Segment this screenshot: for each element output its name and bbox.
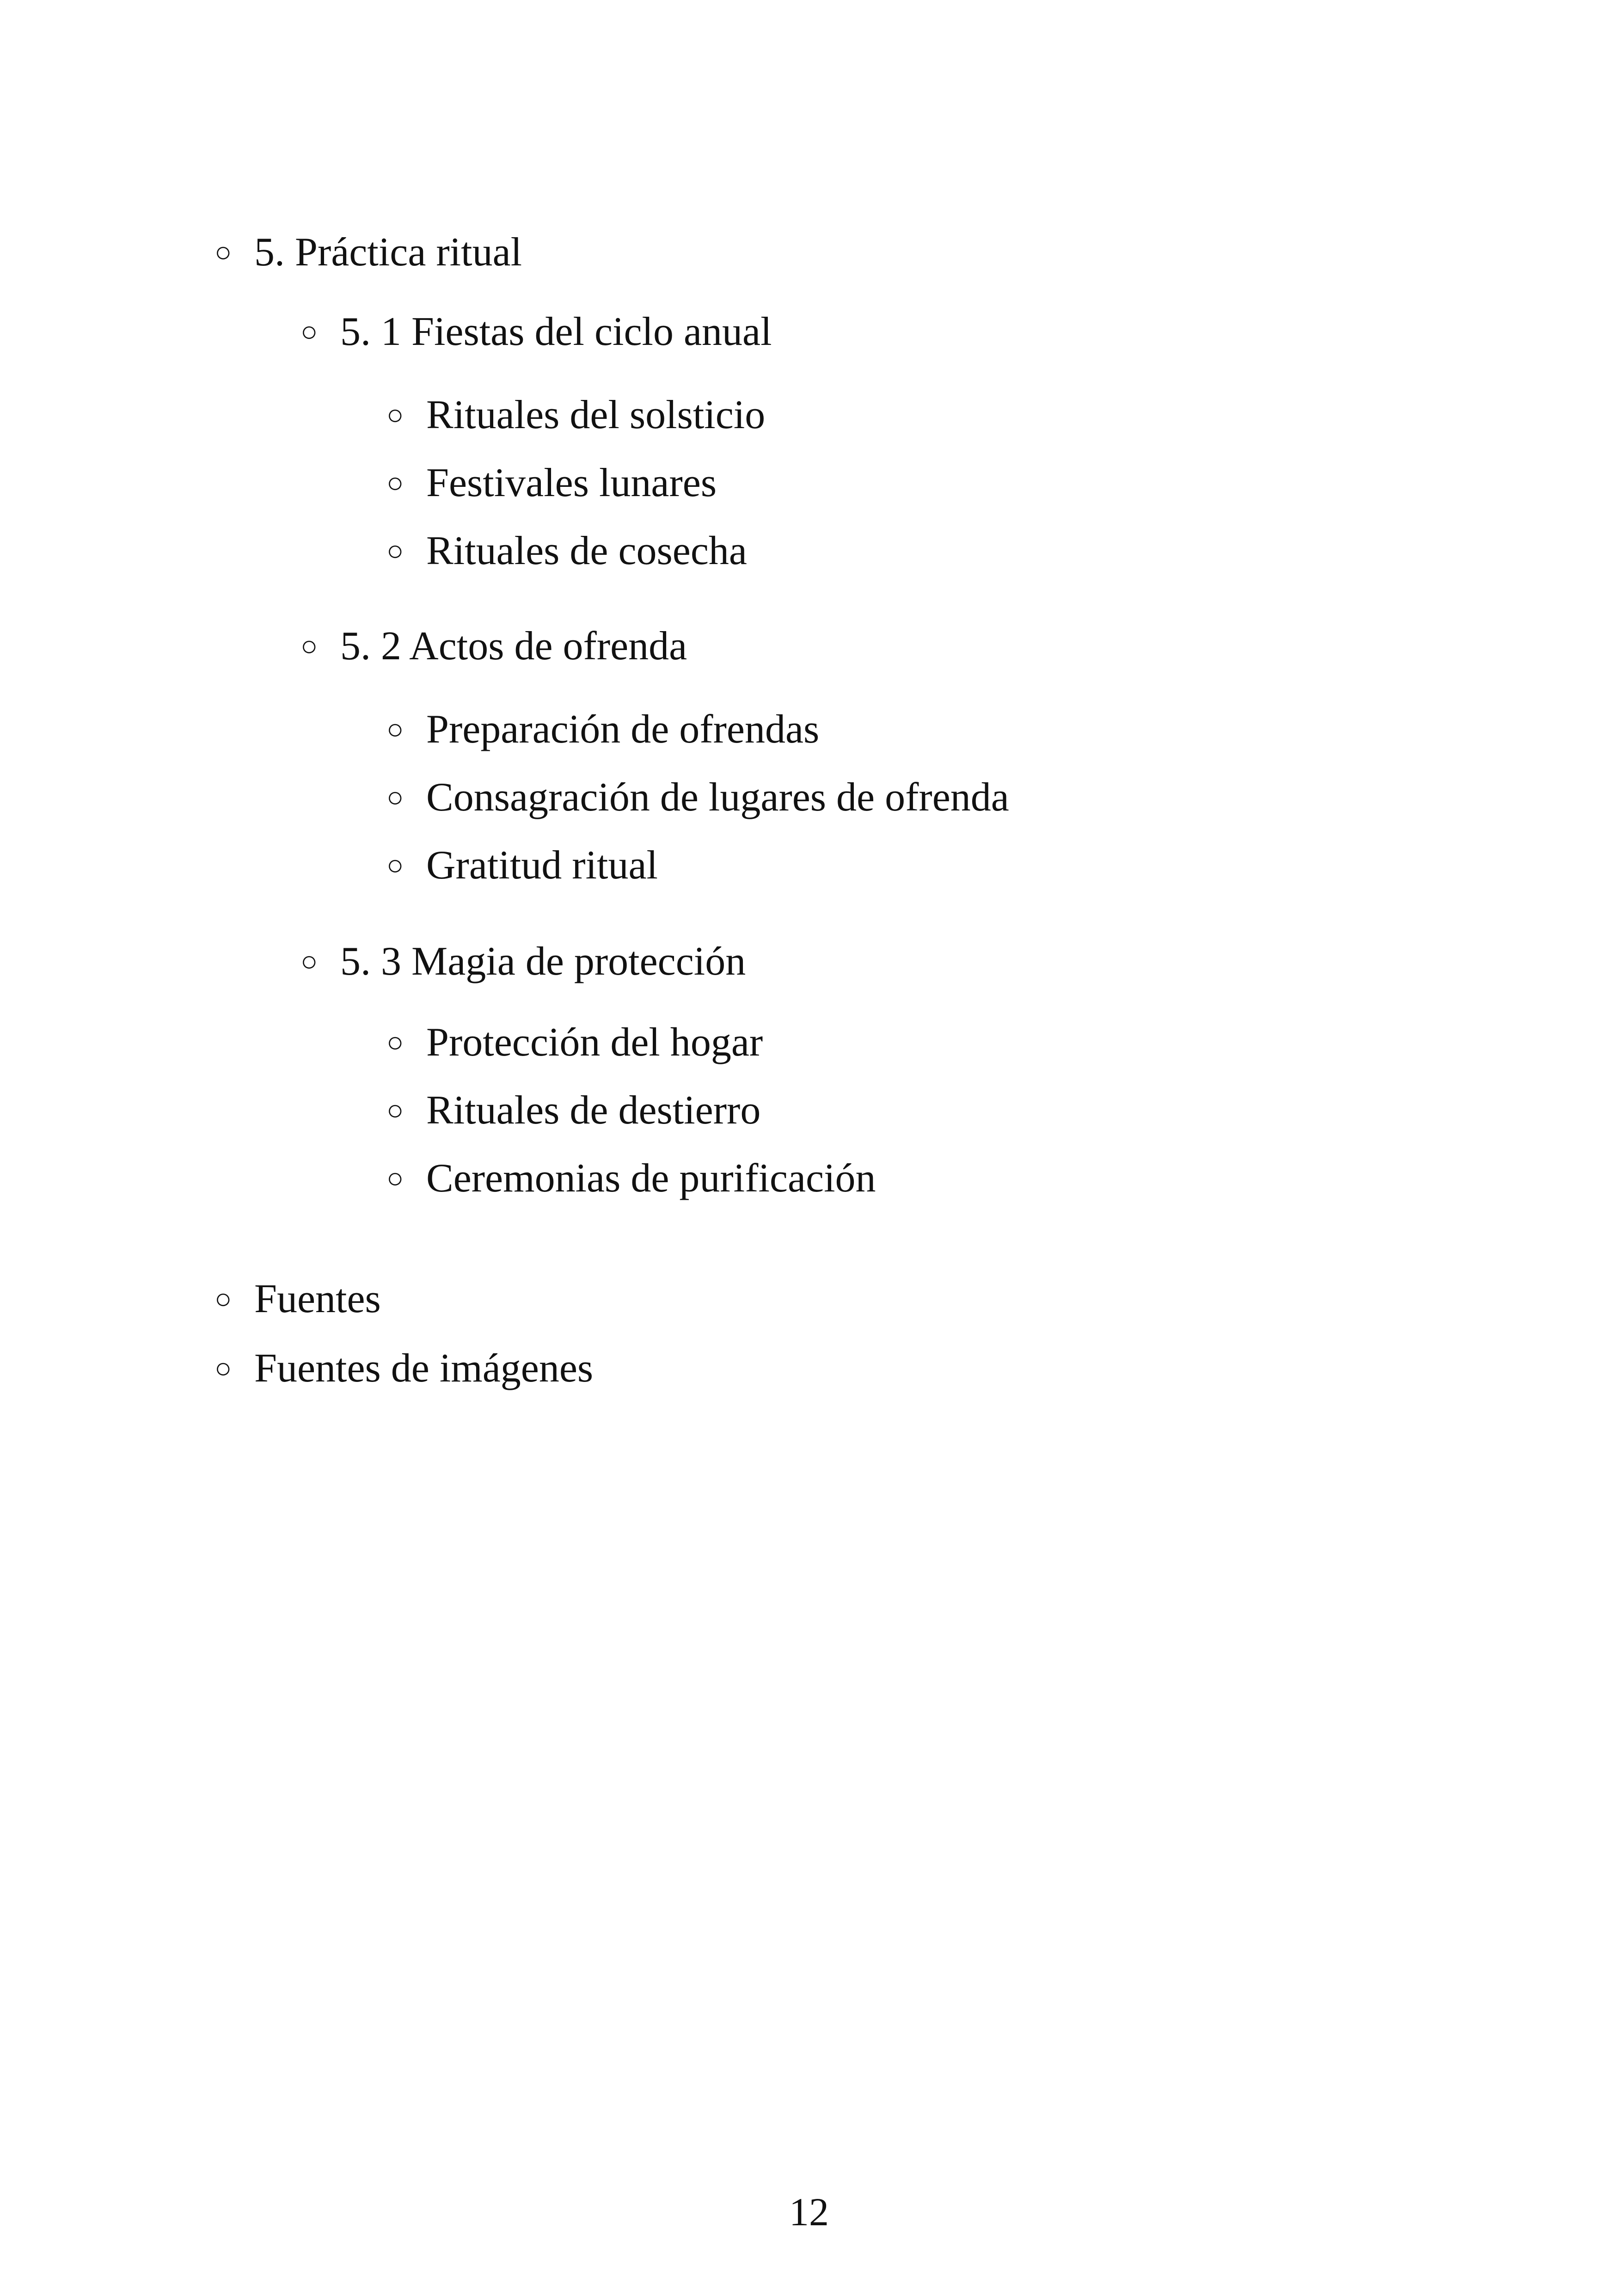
outline-item-label: Rituales de cosecha (426, 528, 747, 573)
bullet-circle-icon: ○ (386, 1027, 404, 1058)
outline-item-label: Gratitud ritual (426, 843, 658, 888)
bullet-circle-icon: ○ (300, 631, 318, 662)
outline-item-label: Rituales del solsticio (426, 393, 766, 437)
bullet-circle-icon: ○ (300, 316, 318, 348)
outline-item-label: Fuentes de imágenes (254, 1346, 594, 1391)
outline-item-label: Protección del hogar (426, 1020, 763, 1065)
bullet-circle-icon: ○ (386, 714, 404, 745)
outline-item-label: 5. 1 Fiestas del ciclo anual (340, 309, 772, 354)
outline-item-label: Consagración de lugares de ofrenda (426, 775, 1009, 820)
bullet-circle-icon: ○ (386, 399, 404, 431)
bullet-circle-icon: ○ (300, 946, 318, 977)
outline-item-label: Festivales lunares (426, 460, 717, 505)
bullet-circle-icon: ○ (386, 1163, 404, 1194)
outline-item-label: Rituales de destierro (426, 1088, 761, 1133)
bullet-circle-icon: ○ (386, 467, 404, 499)
outline-item-label: 5. 2 Actos de ofrenda (340, 624, 687, 669)
bullet-circle-icon: ○ (215, 1283, 232, 1315)
bullet-circle-icon: ○ (215, 1353, 232, 1384)
outline-item-label: Ceremonias de purificación (426, 1156, 876, 1201)
bullet-circle-icon: ○ (386, 782, 404, 813)
page-number: 12 (789, 2190, 829, 2234)
outline-item-label: Preparación de ofrendas (426, 707, 820, 752)
outline-item-label: 5. Práctica ritual (254, 230, 522, 275)
bullet-circle-icon: ○ (386, 1095, 404, 1126)
bullet-circle-icon: ○ (386, 850, 404, 881)
bullet-circle-icon: ○ (215, 237, 232, 268)
bullet-circle-icon: ○ (386, 535, 404, 567)
outline-item-label: 5. 3 Magia de protección (340, 939, 746, 984)
outline-item-label: Fuentes (254, 1277, 381, 1321)
